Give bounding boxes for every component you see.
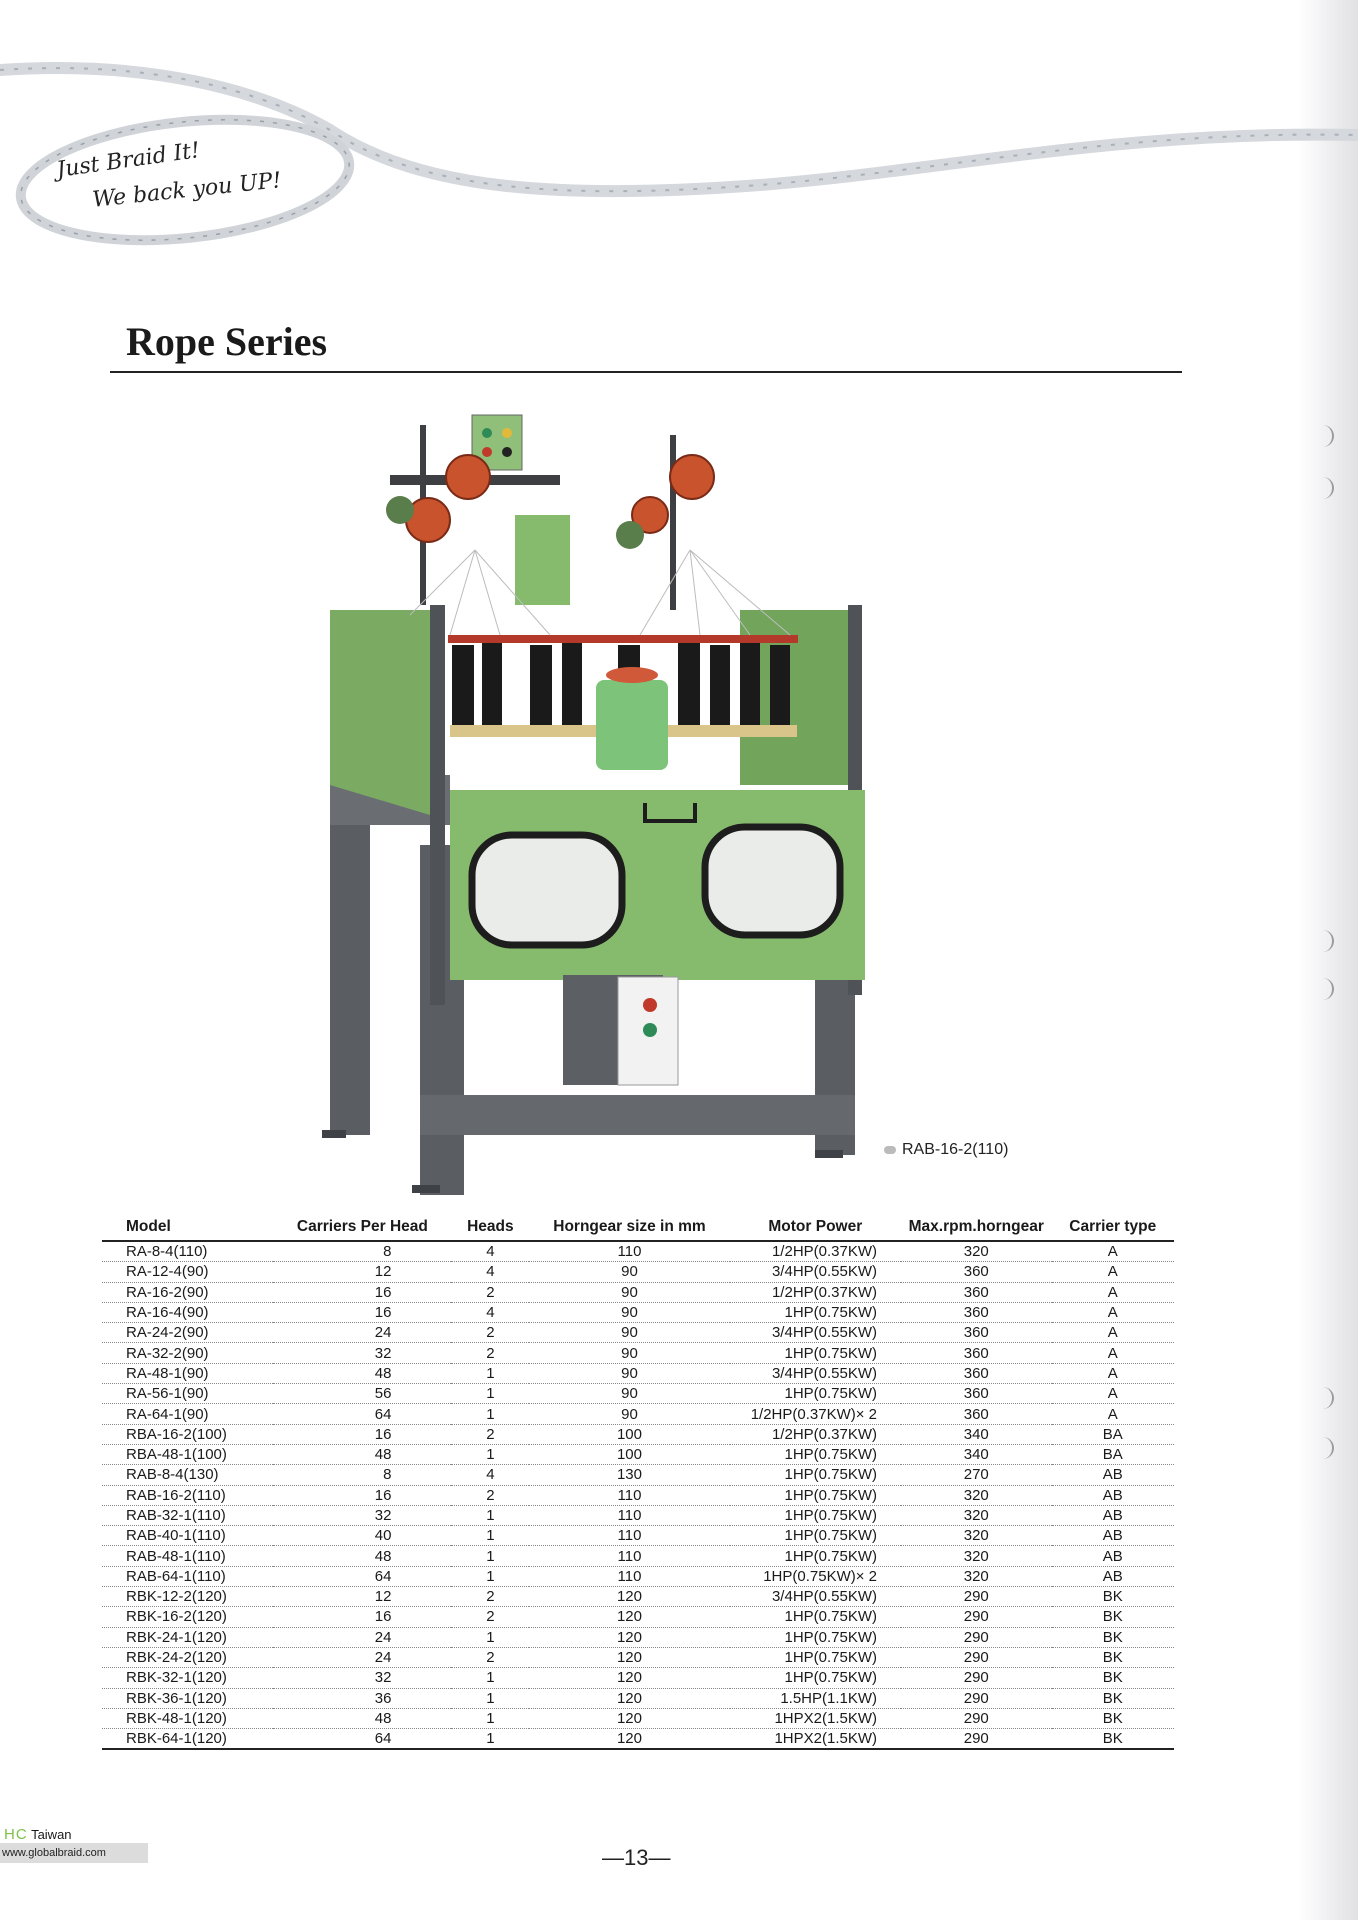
cell-carrier-type: A <box>1052 1262 1174 1282</box>
cell-rpm: 290 <box>901 1688 1052 1708</box>
cell-carrier-type: AB <box>1052 1566 1174 1586</box>
cell-carrier-type: AB <box>1052 1505 1174 1525</box>
cell-rpm: 290 <box>901 1729 1052 1750</box>
cell-rpm: 290 <box>901 1708 1052 1728</box>
cell-rpm: 290 <box>901 1627 1052 1647</box>
table-body <box>102 1241 1174 1749</box>
header-motor: Motor Power <box>730 1218 901 1241</box>
cell-horngear: 100 <box>529 1444 729 1464</box>
cell-motor: 1/2HP(0.37KW) <box>730 1241 901 1262</box>
cell-horngear: 90 <box>529 1363 729 1383</box>
cell-rpm: 320 <box>901 1566 1052 1586</box>
cell-rpm: 360 <box>901 1363 1052 1383</box>
footer-url: www.globalbraid.com <box>0 1843 148 1863</box>
cell-horngear: 120 <box>529 1587 729 1607</box>
cell-horngear: 90 <box>529 1384 729 1404</box>
cell-model: RAB-40-1(110) <box>102 1526 273 1546</box>
cell-horngear: 90 <box>529 1282 729 1302</box>
cell-rpm: 270 <box>901 1465 1052 1485</box>
cell-heads: 1 <box>451 1505 529 1525</box>
table-row <box>102 1505 1174 1525</box>
cell-carrier-type: AB <box>1052 1526 1174 1546</box>
table-row <box>102 1302 1174 1322</box>
cell-carriers: 32 <box>273 1505 451 1525</box>
table-row <box>102 1647 1174 1667</box>
cell-model: RA-12-4(90) <box>102 1262 273 1282</box>
table-row <box>102 1668 1174 1688</box>
cell-heads: 1 <box>451 1566 529 1586</box>
cell-carriers: 48 <box>273 1444 451 1464</box>
cell-horngear: 120 <box>529 1729 729 1750</box>
cell-model: RBK-24-1(120) <box>102 1627 273 1647</box>
cell-heads: 2 <box>451 1282 529 1302</box>
cell-carriers: 16 <box>273 1282 451 1302</box>
cell-carrier-type: A <box>1052 1302 1174 1322</box>
cell-horngear: 90 <box>529 1302 729 1322</box>
cell-heads: 1 <box>451 1526 529 1546</box>
table-row <box>102 1404 1174 1424</box>
table-row <box>102 1607 1174 1627</box>
cell-model: RBK-64-1(120) <box>102 1729 273 1750</box>
cell-model: RA-64-1(90) <box>102 1404 273 1424</box>
header-carriers: Carriers Per Head <box>273 1218 451 1241</box>
cell-carriers: 64 <box>273 1404 451 1424</box>
cell-model: RA-8-4(110) <box>102 1241 273 1262</box>
cell-carriers: 16 <box>273 1424 451 1444</box>
table-row <box>102 1627 1174 1647</box>
specs-table <box>102 1218 1174 1750</box>
cell-heads: 2 <box>451 1607 529 1627</box>
cell-horngear: 130 <box>529 1465 729 1485</box>
cell-model: RBK-16-2(120) <box>102 1607 273 1627</box>
cell-carrier-type: BK <box>1052 1729 1174 1750</box>
cell-horngear: 120 <box>529 1708 729 1728</box>
cell-rpm: 360 <box>901 1323 1052 1343</box>
footer-logo <box>4 1826 72 1843</box>
table-row <box>102 1424 1174 1444</box>
cell-carriers: 24 <box>273 1323 451 1343</box>
table-row <box>102 1262 1174 1282</box>
cell-rpm: 340 <box>901 1444 1052 1464</box>
cell-horngear: 90 <box>529 1323 729 1343</box>
cell-motor: 1HP(0.75KW) <box>730 1647 901 1667</box>
cell-horngear: 120 <box>529 1647 729 1667</box>
header-heads: Heads <box>451 1218 529 1241</box>
cell-heads: 1 <box>451 1627 529 1647</box>
table-row <box>102 1708 1174 1728</box>
cell-heads: 1 <box>451 1384 529 1404</box>
cell-model: RAB-8-4(130) <box>102 1465 273 1485</box>
cell-motor: 1/2HP(0.37KW) <box>730 1424 901 1444</box>
cell-carrier-type: BK <box>1052 1587 1174 1607</box>
cell-heads: 2 <box>451 1424 529 1444</box>
cell-model: RA-48-1(90) <box>102 1363 273 1383</box>
table-row <box>102 1343 1174 1363</box>
cell-heads: 1 <box>451 1668 529 1688</box>
cell-carrier-type: BK <box>1052 1627 1174 1647</box>
footer-region: Taiwan <box>31 1827 72 1842</box>
cell-carrier-type: AB <box>1052 1546 1174 1566</box>
cell-model: RBA-48-1(100) <box>102 1444 273 1464</box>
header-rpm: Max.rpm.horngear <box>901 1218 1052 1241</box>
cell-rpm: 320 <box>901 1241 1052 1262</box>
header-carrier-type: Carrier type <box>1052 1218 1174 1241</box>
cell-carrier-type: BA <box>1052 1424 1174 1444</box>
cell-horngear: 90 <box>529 1404 729 1424</box>
cell-carriers: 16 <box>273 1607 451 1627</box>
cell-carriers: 8 <box>273 1465 451 1485</box>
page-title: Rope Series <box>126 319 328 364</box>
cell-motor: 1HP(0.75KW) <box>730 1546 901 1566</box>
cell-motor: 1HP(0.75KW) <box>730 1384 901 1404</box>
cell-motor: 1HP(0.75KW) <box>730 1607 901 1627</box>
cell-horngear: 120 <box>529 1607 729 1627</box>
cell-carrier-type: A <box>1052 1384 1174 1404</box>
cell-horngear: 110 <box>529 1546 729 1566</box>
cell-heads: 2 <box>451 1323 529 1343</box>
cell-model: RAB-48-1(110) <box>102 1546 273 1566</box>
cell-horngear: 110 <box>529 1566 729 1586</box>
cell-model: RBK-12-2(120) <box>102 1587 273 1607</box>
cell-model: RBK-32-1(120) <box>102 1668 273 1688</box>
cell-heads: 4 <box>451 1302 529 1322</box>
cell-motor: 1HP(0.75KW) <box>730 1668 901 1688</box>
table-row <box>102 1444 1174 1464</box>
cell-rpm: 290 <box>901 1647 1052 1667</box>
slogan-line-2: We back you UP! <box>91 168 283 213</box>
cell-horngear: 100 <box>529 1424 729 1444</box>
table-row <box>102 1363 1174 1383</box>
cell-carriers: 12 <box>273 1262 451 1282</box>
cell-heads: 4 <box>451 1262 529 1282</box>
table-row <box>102 1323 1174 1343</box>
cell-carrier-type: BK <box>1052 1708 1174 1728</box>
cell-carrier-type: A <box>1052 1343 1174 1363</box>
cell-heads: 1 <box>451 1708 529 1728</box>
caption-bullet-icon <box>884 1146 896 1154</box>
cell-heads: 2 <box>451 1647 529 1667</box>
cell-heads: 2 <box>451 1343 529 1363</box>
cell-rpm: 290 <box>901 1587 1052 1607</box>
slogan-line-1: Just Braid It! <box>54 138 202 183</box>
cell-motor: 1HP(0.75KW) <box>730 1627 901 1647</box>
cell-heads: 1 <box>451 1404 529 1424</box>
cell-model: RAB-32-1(110) <box>102 1505 273 1525</box>
cell-carrier-type: A <box>1052 1363 1174 1383</box>
cell-horngear: 110 <box>529 1241 729 1262</box>
cell-horngear: 120 <box>529 1668 729 1688</box>
cell-rpm: 360 <box>901 1384 1052 1404</box>
cell-rpm: 290 <box>901 1668 1052 1688</box>
cell-motor: 1/2HP(0.37KW) <box>730 1282 901 1302</box>
cell-carrier-type: A <box>1052 1241 1174 1262</box>
cell-model: RAB-16-2(110) <box>102 1485 273 1505</box>
cell-rpm: 320 <box>901 1485 1052 1505</box>
table-row <box>102 1485 1174 1505</box>
cell-model: RA-16-4(90) <box>102 1302 273 1322</box>
cell-rpm: 340 <box>901 1424 1052 1444</box>
hc-logo: HC <box>4 1826 28 1843</box>
table-row <box>102 1241 1174 1262</box>
table-row <box>102 1566 1174 1586</box>
cell-motor: 1HP(0.75KW)× 2 <box>730 1566 901 1586</box>
cell-carrier-type: A <box>1052 1404 1174 1424</box>
cell-carriers: 64 <box>273 1729 451 1750</box>
cell-carrier-type: BA <box>1052 1444 1174 1464</box>
cell-rpm: 290 <box>901 1607 1052 1627</box>
cell-horngear: 90 <box>529 1343 729 1363</box>
cell-carriers: 24 <box>273 1627 451 1647</box>
cell-carriers: 32 <box>273 1668 451 1688</box>
cell-heads: 4 <box>451 1241 529 1262</box>
cell-heads: 1 <box>451 1444 529 1464</box>
cell-carrier-type: BK <box>1052 1668 1174 1688</box>
cell-rpm: 360 <box>901 1262 1052 1282</box>
cell-carriers: 48 <box>273 1363 451 1383</box>
cell-carriers: 56 <box>273 1384 451 1404</box>
cell-carriers: 16 <box>273 1485 451 1505</box>
cell-rpm: 320 <box>901 1546 1052 1566</box>
cell-carriers: 12 <box>273 1587 451 1607</box>
cell-heads: 1 <box>451 1729 529 1750</box>
cell-carriers: 16 <box>273 1302 451 1322</box>
cell-motor: 1HP(0.75KW) <box>730 1485 901 1505</box>
cell-rpm: 320 <box>901 1526 1052 1546</box>
cell-carrier-type: A <box>1052 1323 1174 1343</box>
cell-carriers: 36 <box>273 1688 451 1708</box>
header-horngear: Horngear size in mm <box>529 1218 729 1241</box>
cell-model: RAB-64-1(110) <box>102 1566 273 1586</box>
cell-motor: 1HP(0.75KW) <box>730 1343 901 1363</box>
title-underline <box>110 371 1182 373</box>
cell-motor: 1HPX2(1.5KW) <box>730 1729 901 1750</box>
cell-carrier-type: A <box>1052 1282 1174 1302</box>
cell-model: RA-24-2(90) <box>102 1323 273 1343</box>
cell-heads: 1 <box>451 1363 529 1383</box>
cell-model: RA-56-1(90) <box>102 1384 273 1404</box>
cell-motor: 1HPX2(1.5KW) <box>730 1708 901 1728</box>
cell-horngear: 110 <box>529 1485 729 1505</box>
table-row <box>102 1526 1174 1546</box>
cell-heads: 1 <box>451 1546 529 1566</box>
cell-rpm: 360 <box>901 1282 1052 1302</box>
table-header-row <box>102 1218 1174 1241</box>
cell-carriers: 24 <box>273 1647 451 1667</box>
cell-heads: 2 <box>451 1485 529 1505</box>
cell-motor: 1HP(0.75KW) <box>730 1526 901 1546</box>
cell-rpm: 360 <box>901 1343 1052 1363</box>
cell-horngear: 110 <box>529 1526 729 1546</box>
cell-motor: 1HP(0.75KW) <box>730 1302 901 1322</box>
table-row <box>102 1587 1174 1607</box>
cell-motor: 3/4HP(0.55KW) <box>730 1363 901 1383</box>
cell-motor: 1HP(0.75KW) <box>730 1444 901 1464</box>
cell-motor: 1/2HP(0.37KW)× 2 <box>730 1404 901 1424</box>
page-number: —13— <box>602 1845 671 1870</box>
cell-motor: 3/4HP(0.55KW) <box>730 1587 901 1607</box>
table-row <box>102 1688 1174 1708</box>
cell-model: RA-32-2(90) <box>102 1343 273 1363</box>
cell-carrier-type: AB <box>1052 1465 1174 1485</box>
table-row <box>102 1282 1174 1302</box>
cell-carrier-type: BK <box>1052 1607 1174 1627</box>
cell-model: RBA-16-2(100) <box>102 1424 273 1444</box>
cell-motor: 1HP(0.75KW) <box>730 1505 901 1525</box>
header-model: Model <box>102 1218 273 1241</box>
cell-rpm: 360 <box>901 1302 1052 1322</box>
cell-heads: 2 <box>451 1587 529 1607</box>
caption-text: RAB-16-2(110) <box>902 1141 1009 1158</box>
table-row <box>102 1465 1174 1485</box>
table-row <box>102 1384 1174 1404</box>
cell-model: RBK-48-1(120) <box>102 1708 273 1728</box>
braiding-machine-image <box>300 405 900 1195</box>
cell-carriers: 8 <box>273 1241 451 1262</box>
cell-horngear: 110 <box>529 1505 729 1525</box>
cell-motor: 3/4HP(0.55KW) <box>730 1323 901 1343</box>
cell-heads: 4 <box>451 1465 529 1485</box>
image-caption <box>884 1141 1008 1159</box>
cell-model: RA-16-2(90) <box>102 1282 273 1302</box>
cell-carriers: 48 <box>273 1546 451 1566</box>
cell-motor: 1HP(0.75KW) <box>730 1465 901 1485</box>
table-row <box>102 1546 1174 1566</box>
cell-carriers: 48 <box>273 1708 451 1728</box>
cell-carrier-type: BK <box>1052 1688 1174 1708</box>
table-row <box>102 1729 1174 1750</box>
cell-heads: 1 <box>451 1688 529 1708</box>
cell-carrier-type: AB <box>1052 1485 1174 1505</box>
cell-motor: 3/4HP(0.55KW) <box>730 1262 901 1282</box>
cell-horngear: 120 <box>529 1627 729 1647</box>
cell-rpm: 360 <box>901 1404 1052 1424</box>
cell-model: RBK-36-1(120) <box>102 1688 273 1708</box>
cell-horngear: 120 <box>529 1688 729 1708</box>
cell-carriers: 32 <box>273 1343 451 1363</box>
cell-carriers: 64 <box>273 1566 451 1586</box>
braided-rope-banner <box>0 0 1358 290</box>
cell-motor: 1.5HP(1.1KW) <box>730 1688 901 1708</box>
cell-carrier-type: BK <box>1052 1647 1174 1667</box>
cell-horngear: 90 <box>529 1262 729 1282</box>
cell-carriers: 40 <box>273 1526 451 1546</box>
cell-model: RBK-24-2(120) <box>102 1647 273 1667</box>
cell-rpm: 320 <box>901 1505 1052 1525</box>
